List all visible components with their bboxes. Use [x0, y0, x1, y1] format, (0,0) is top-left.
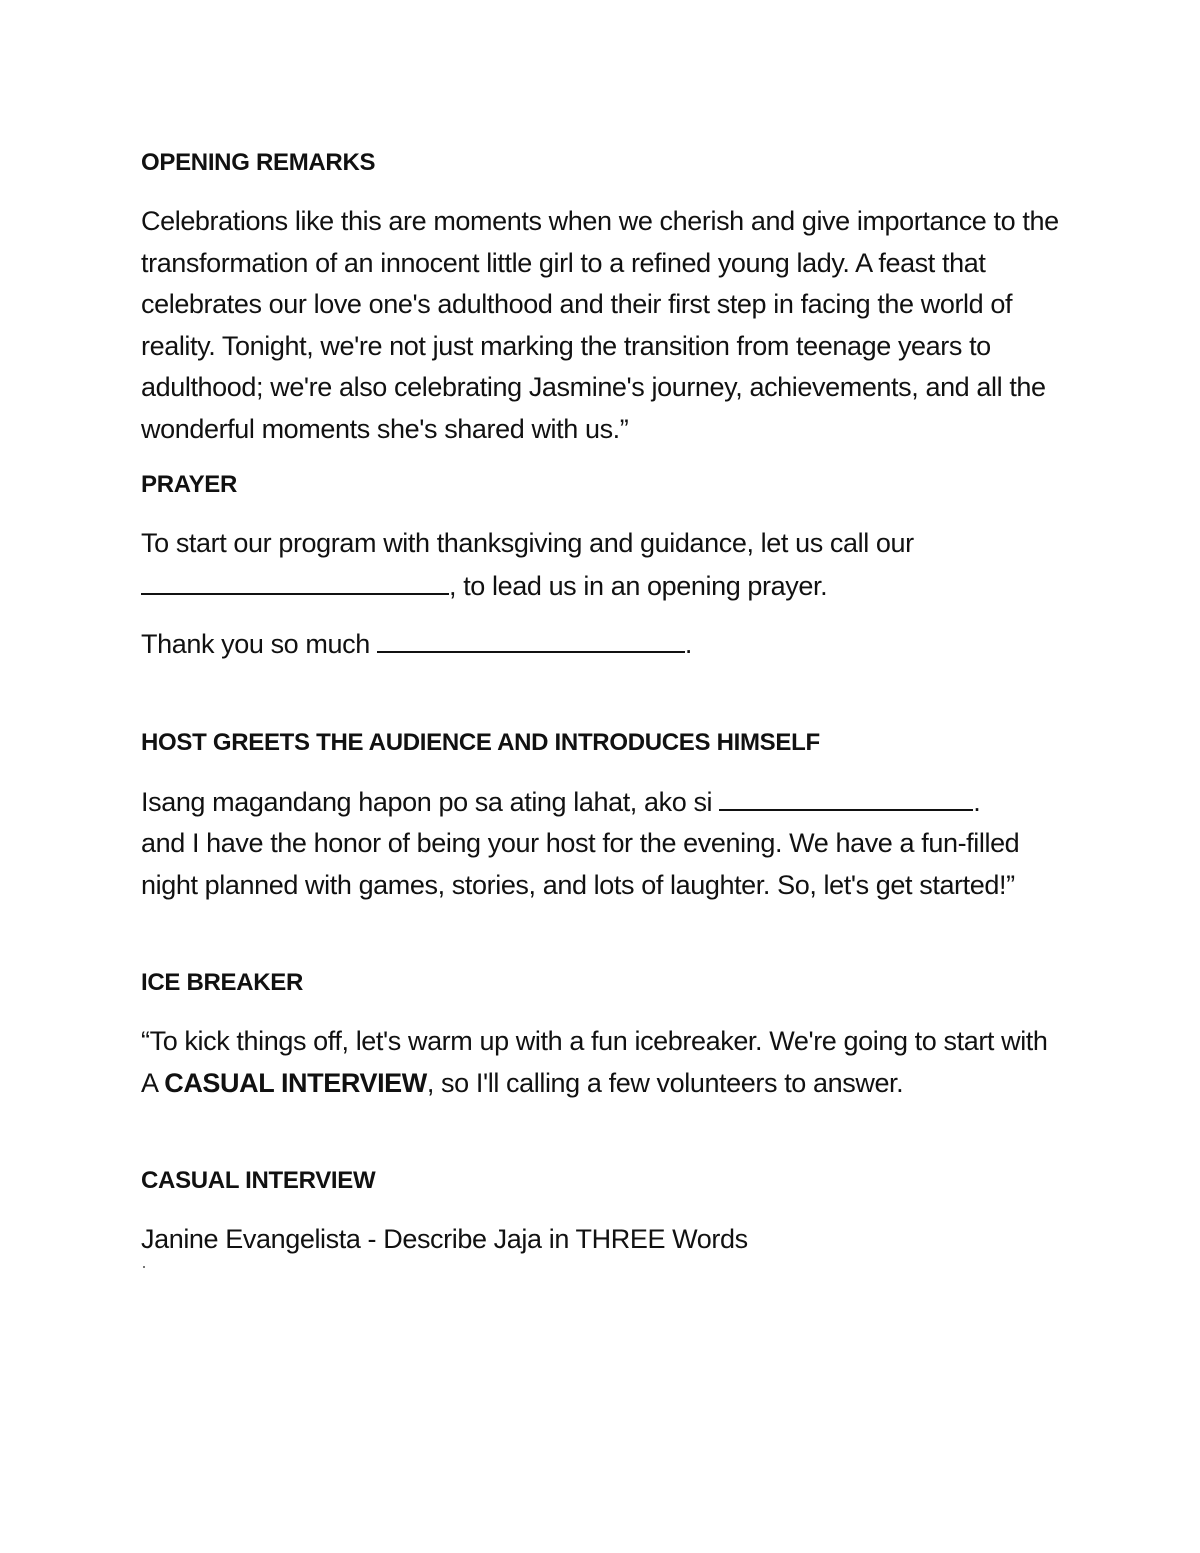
ice-breaker-end: , so I'll calling a few volunteers to answer.	[426, 1067, 904, 1098]
prayer-text	[141, 523, 1066, 607]
ice-breaker-heading: ICE BREAKER	[141, 969, 304, 996]
host-name-blank	[719, 781, 973, 811]
host-text	[141, 781, 1066, 907]
ice-breaker-text	[141, 1021, 1066, 1104]
host-line-1-end: .	[973, 786, 981, 817]
prayer-heading: PRAYER	[141, 471, 238, 498]
casual-interview-bold: CASUAL INTERVIEW	[164, 1067, 427, 1098]
prayer-line-2: , to lead us in an opening prayer.	[449, 570, 828, 601]
prayer-thanks-after: .	[684, 629, 693, 659]
prayer-leader-blank	[141, 565, 449, 595]
host-heading: HOST GREETS THE AUDIENCE AND INTRODUCES HIMSELF	[141, 728, 820, 756]
prayer-thanks-text	[141, 623, 1066, 666]
casual-interview-text: Janine Evangelista - Describe Jaja in THREE Words	[141, 1224, 748, 1254]
host-body: and I have the honor of being your host for the evening. We have a fun-filled night planned with games, stories, and lots of laughter. So, let's get started!”	[141, 828, 1020, 900]
host-line-1: Isang magandang hapon po sa ating lahat, ako si	[141, 786, 720, 817]
casual-interview-heading: CASUAL INTERVIEW	[141, 1167, 376, 1194]
prayer-thanks-blank	[377, 623, 685, 653]
ice-breaker-intro: “To kick things off, let's warm up with a fun icebreaker. We're going to start with A	[141, 1026, 1048, 1098]
prayer-thanks-before: Thank you so much	[141, 629, 377, 659]
opening-remarks-text: Celebrations like this are moments when we cherish and give importance to the transformation of an innocent little girl to a refined young lady. A feast that celebrates our love one's adulthood and their first step in facing the world of reality. Tonight, we're not just marking the transition from teenage years to adulthood; we're also celebrating Jasmine's journey, achievements, and all the wonderful moments she's shared with us.”	[141, 206, 1059, 444]
document-content	[141, 146, 1066, 1261]
opening-remarks-heading: OPENING REMARKS	[141, 149, 376, 176]
stray-dot	[143, 1266, 145, 1268]
prayer-line-1: To start our program with thanksgiving and guidance, let us call our	[141, 528, 914, 558]
